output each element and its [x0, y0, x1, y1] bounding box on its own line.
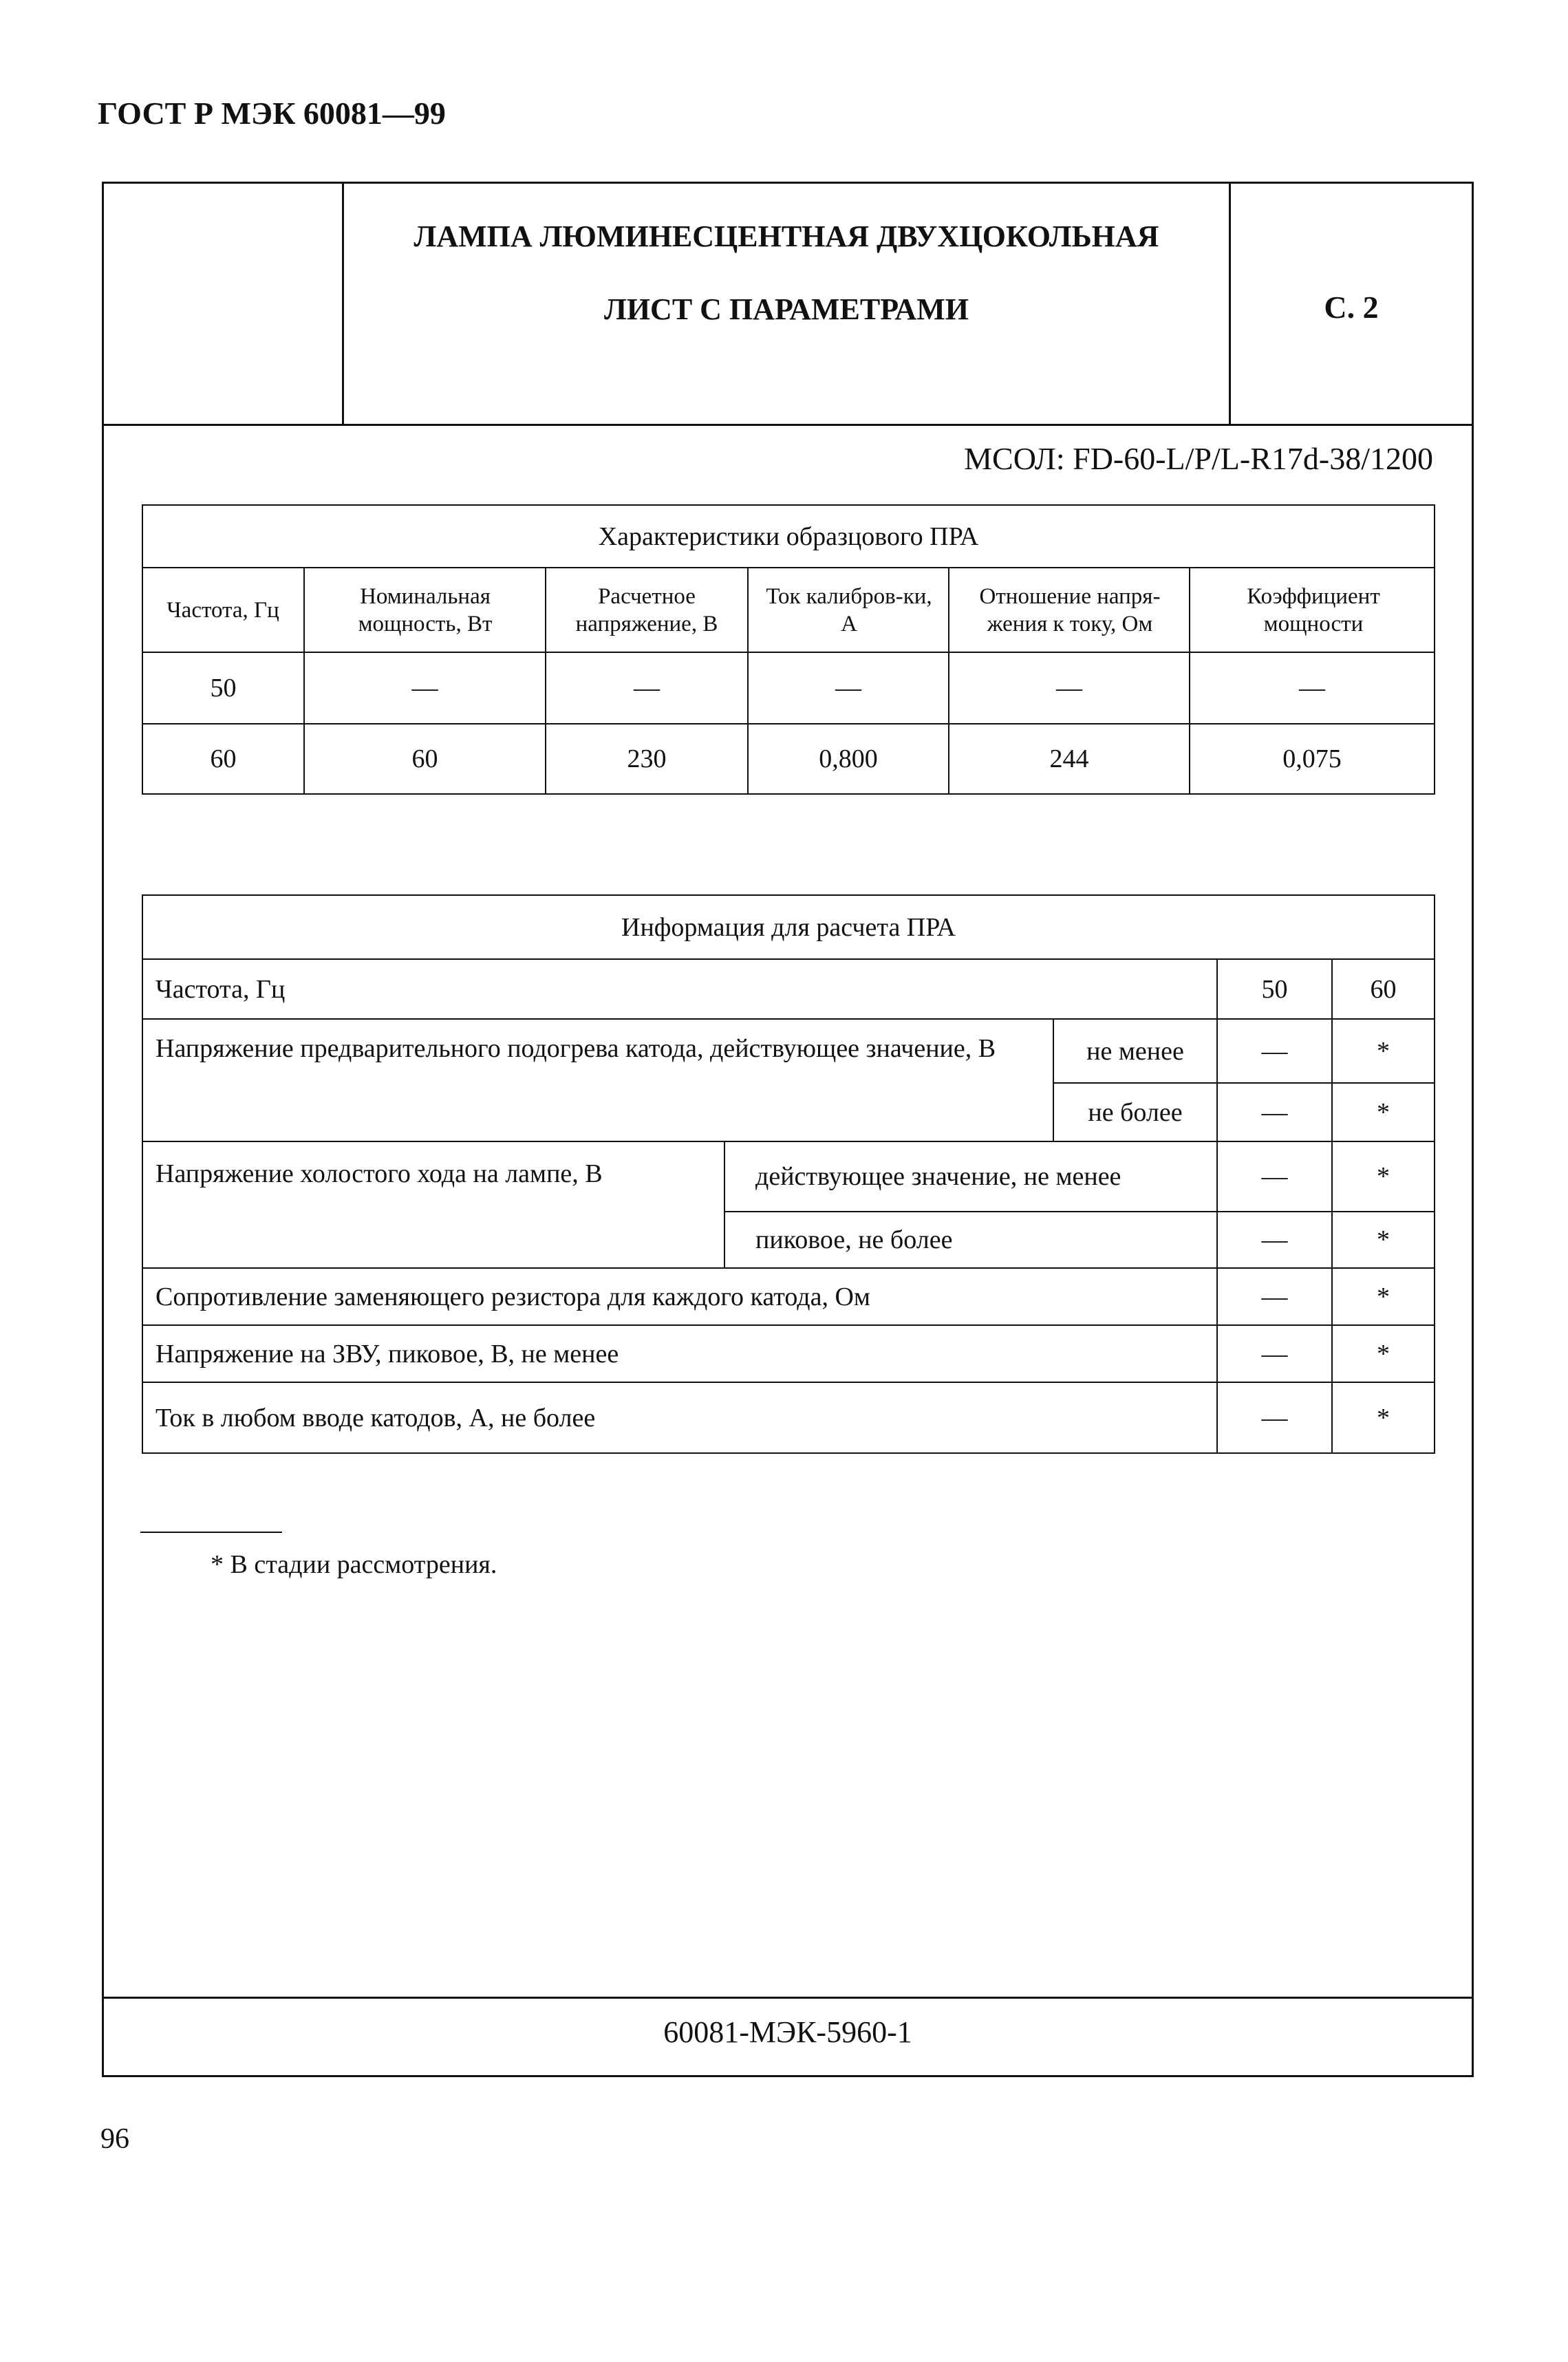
cathode-current-60: * — [1377, 1403, 1390, 1432]
col-header-voltage-current-ratio: Отношение напря-жения к току, Ом — [979, 583, 1161, 636]
sheet-title-line1: ЛАМПА ЛЮМИНЕСЦЕНТНАЯ ДВУХЦОКОЛЬНАЯ — [414, 219, 1159, 253]
preheat-min-60: * — [1377, 1036, 1390, 1066]
lamp-designation: МСОЛ: FD-60-L/P/L-R17d-38/1200 — [964, 441, 1433, 476]
preheat-max-50: — — [1261, 1097, 1288, 1127]
sheet-title-line2: ЛИСТ С ПАРАМЕТРАМИ — [604, 292, 969, 326]
footnote: * В стадии рассмотрения. — [211, 1550, 497, 1579]
table-cell: 0,075 — [1282, 744, 1342, 773]
ocv-rms-label: действующее значение, не менее — [755, 1162, 1121, 1191]
preheat-min-label: не менее — [1086, 1036, 1184, 1066]
preheat-voltage-label: Напряжение предварительного подогрева катода, действующее значение, В — [155, 1034, 996, 1063]
footnote-rule — [140, 1532, 282, 1533]
col-header-design-voltage: Расчетное напряжение, В — [575, 583, 718, 636]
col-header-rated-power: Номинальная мощность, Вт — [358, 583, 493, 636]
table-cell: 244 — [1049, 744, 1089, 773]
zvu-voltage-label: Напряжение на ЗВУ, пиковое, В, не менее — [155, 1339, 619, 1368]
ocv-peak-50: — — [1261, 1225, 1288, 1254]
open-circuit-voltage-label: Напряжение холостого хода на лампе, В — [155, 1159, 603, 1188]
ballast-table-caption: Характеристики образцового ПРА — [598, 522, 979, 551]
resistor-50: — — [1261, 1282, 1288, 1311]
table-cell: 50 — [210, 674, 237, 702]
col-header-power-factor: Коэффициент мощности — [1247, 583, 1380, 636]
ocv-peak-label: пиковое, не более — [755, 1225, 953, 1254]
preheat-max-label: не более — [1088, 1097, 1183, 1127]
table-cell: — — [835, 674, 861, 702]
preheat-min-50: — — [1261, 1036, 1288, 1066]
zvu-voltage-60: * — [1377, 1339, 1390, 1368]
cathode-current-label: Ток в любом вводе катодов, А, не более — [155, 1403, 596, 1432]
table-cell: 230 — [627, 744, 667, 773]
table-cell: 0,800 — [819, 744, 878, 773]
preheat-max-60: * — [1377, 1097, 1390, 1127]
zvu-voltage-50: — — [1261, 1339, 1288, 1368]
table-cell: — — [411, 674, 438, 702]
table-cell: 60 — [411, 744, 438, 773]
frequency-50: 50 — [1261, 974, 1288, 1004]
page-label: С. 2 — [1324, 290, 1379, 325]
table-cell: — — [1299, 674, 1325, 702]
resistor-60: * — [1377, 1282, 1390, 1311]
calc-table-caption: Информация для расчета ПРА — [621, 912, 956, 942]
table-cell: — — [1056, 674, 1082, 702]
col-header-frequency: Частота, Гц — [167, 597, 279, 623]
col-header-calibration-current: Ток калибров-ки, А — [766, 583, 932, 636]
ocv-rms-50: — — [1261, 1162, 1288, 1191]
standard-header: ГОСТ Р МЭК 60081—99 — [98, 96, 446, 131]
page-number: 96 — [100, 2123, 129, 2155]
table-cell: — — [634, 674, 660, 702]
frequency-60: 60 — [1370, 974, 1397, 1004]
cathode-current-50: — — [1261, 1403, 1288, 1432]
ocv-peak-60: * — [1377, 1225, 1390, 1254]
sheet-code: 60081-МЭК-5960-1 — [663, 2015, 912, 2049]
resistor-label: Сопротивление заменяющего резистора для каждого катода, Ом — [155, 1282, 870, 1311]
table-cell: 60 — [210, 744, 237, 773]
ocv-rms-60: * — [1377, 1162, 1390, 1191]
frequency-label: Частота, Гц — [155, 974, 286, 1004]
